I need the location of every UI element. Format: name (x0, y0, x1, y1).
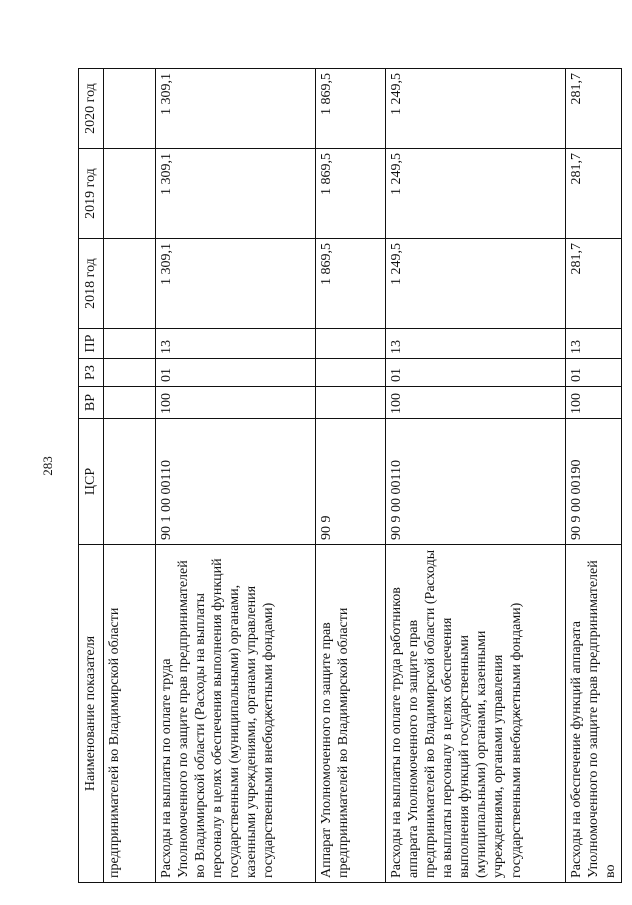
cell-2019: 1 309,1 (156, 149, 316, 239)
cell-pr: 13 (386, 329, 566, 359)
page-number: 283 (40, 456, 55, 476)
cell-pr: 13 (566, 329, 622, 359)
table-row (104, 69, 156, 883)
cell-name: Аппарат Уполномоченного по защите прав предпринимателей во Владимирской области (316, 545, 386, 883)
header-csr: ЦСР (79, 419, 104, 545)
cell-rz (104, 359, 156, 387)
table-row (316, 69, 386, 883)
cell-2019: 281,7 (566, 149, 622, 239)
header-2019: 2019 год (79, 149, 104, 239)
table-header-row (79, 69, 104, 883)
cell-2018 (104, 239, 156, 329)
table-row (156, 69, 316, 883)
cell-2018: 281,7 (566, 239, 622, 329)
cell-2020 (104, 69, 156, 149)
cell-2020: 1 869,5 (316, 69, 386, 149)
table-row (566, 69, 622, 883)
cell-2019: 1 869,5 (316, 149, 386, 239)
cell-name: предпринимателей во Владимирской области (104, 545, 156, 883)
cell-csr: 90 9 (316, 419, 386, 545)
cell-name: Расходы на обеспечение функций аппарата Уполномоченного по защите прав предпринимателей во (566, 545, 622, 883)
cell-rz: 01 (566, 359, 622, 387)
cell-vr: 100 (156, 387, 316, 419)
cell-rz: 01 (386, 359, 566, 387)
cell-2019: 1 249,5 (386, 149, 566, 239)
cell-name: Расходы на выплаты по оплате труда Уполномоченного по защите прав предпринимателей во Владимирской области (Расходы на выплаты персоналу в целях обеспечения выполнения функций государственными (муниципальными) органами, казенными учреждениями, органами управления государственными внебюджетными фондами) (156, 545, 316, 883)
cell-pr (316, 329, 386, 359)
cell-vr (316, 387, 386, 419)
header-2020: 2020 год (79, 69, 104, 149)
cell-pr: 13 (156, 329, 316, 359)
header-vr: ВР (79, 387, 104, 419)
cell-2020: 281,7 (566, 69, 622, 149)
cell-2018: 1 249,5 (386, 239, 566, 329)
cell-vr (104, 387, 156, 419)
cell-2019 (104, 149, 156, 239)
header-name: Наименование показателя (79, 545, 104, 883)
cell-name: Расходы на выплаты по оплате труда работников аппарата Уполномоченного по защите прав предпринимателей во Владимирской области (Расходы на выплаты персоналу в целях обеспечения выполнения функций государственными (муниципальными) органами, казенными учреждениями, органами управления государственными внебюджетными фондами) (386, 545, 566, 883)
table-row (386, 69, 566, 883)
cell-2020: 1 309,1 (156, 69, 316, 149)
cell-csr: 90 9 00 00190 (566, 419, 622, 545)
cell-pr (104, 329, 156, 359)
cell-csr: 90 1 00 00110 (156, 419, 316, 545)
cell-vr: 100 (386, 387, 566, 419)
cell-2020: 1 249,5 (386, 69, 566, 149)
budget-table (78, 68, 622, 883)
budget-table-container (78, 69, 619, 883)
cell-rz: 01 (156, 359, 316, 387)
cell-csr (104, 419, 156, 545)
cell-2018: 1 309,1 (156, 239, 316, 329)
header-pr: ПР (79, 329, 104, 359)
cell-rz (316, 359, 386, 387)
cell-vr: 100 (566, 387, 622, 419)
cell-2018: 1 869,5 (316, 239, 386, 329)
header-2018: 2018 год (79, 239, 104, 329)
header-rz: РЗ (79, 359, 104, 387)
cell-csr: 90 9 00 00110 (386, 419, 566, 545)
